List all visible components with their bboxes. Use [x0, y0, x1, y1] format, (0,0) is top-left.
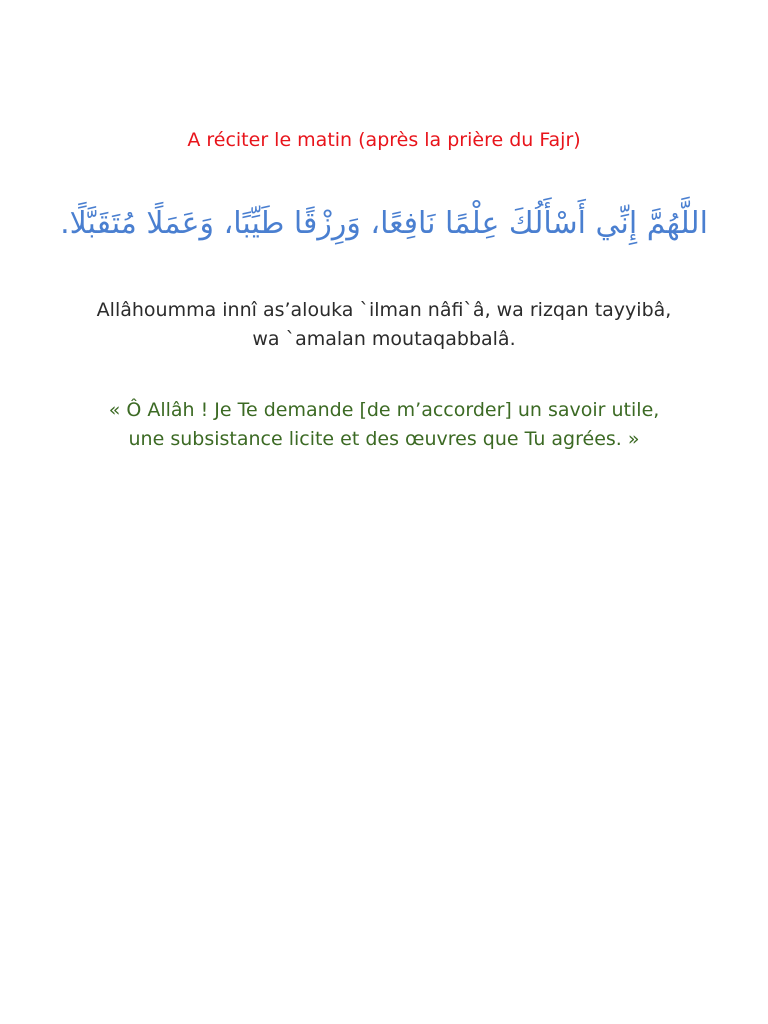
translation-line-2: une subsistance licite et des œuvres que Tu agrées. »	[128, 428, 640, 450]
transliteration-line-2: wa `amalan moutaqabbalâ.	[252, 328, 516, 350]
translation-line-1: « Ô Allâh ! Je Te demande [de m’accorder] un savoir utile,	[108, 399, 660, 421]
arabic-text: اللَّهُمَّ إِنِّي أَسْأَلُكَ عِلْمًا نَافِعًا، وَرِزْقًا طَيِّبًا، وَعَمَلًا مُتَقَبَّلًا.	[60, 206, 708, 241]
transliteration-paragraph	[60, 296, 708, 354]
translation-paragraph	[60, 396, 708, 454]
instruction-text: A réciter le matin (après la prière du Fajr)	[187, 129, 581, 151]
arabic-invocation	[40, 198, 728, 250]
transliteration-line-1: Allâhoumma innî as’alouka `ilman nâfi`â, wa rizqan tayyibâ,	[96, 299, 672, 321]
instruction-heading	[0, 126, 768, 154]
